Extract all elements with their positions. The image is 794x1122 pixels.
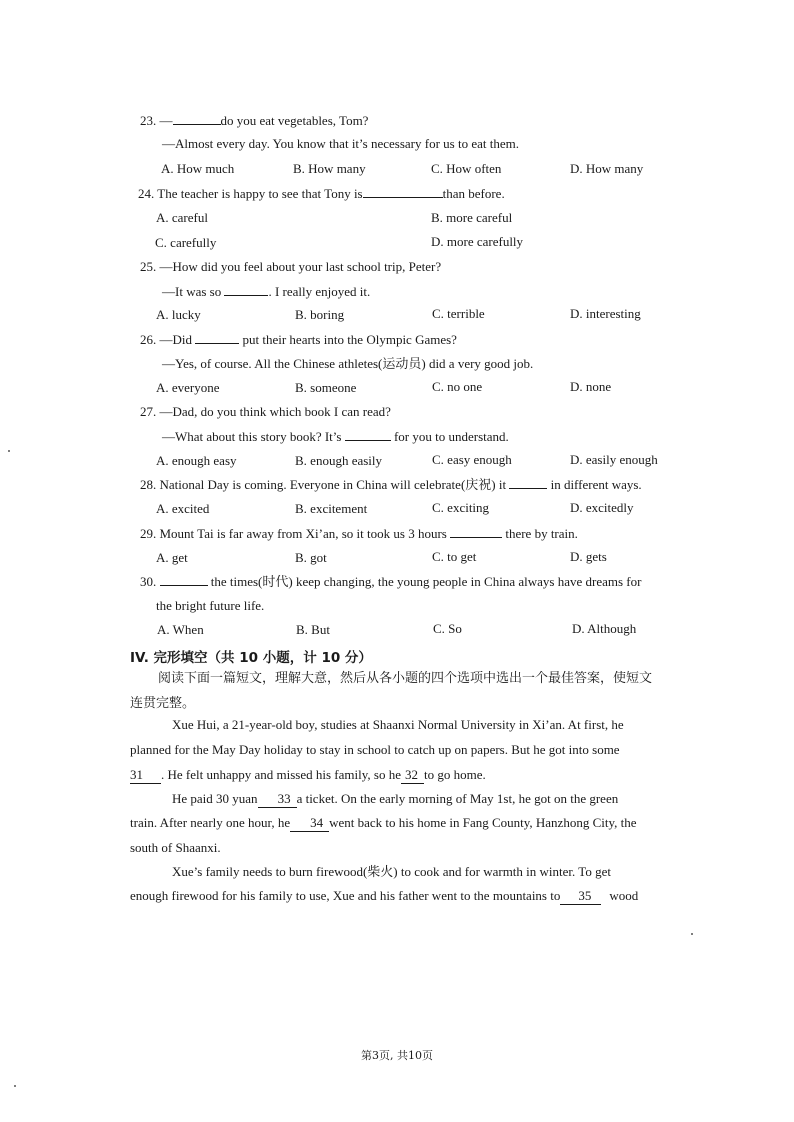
q30-option-a: A. When	[157, 622, 204, 637]
section-instruction-line1: 阅读下面一篇短文，理解大意，然后从各小题的四个选项中选出一个最佳答案，使短文	[158, 671, 653, 686]
q29-option-d: D. gets	[570, 549, 607, 564]
q28-option-c: C. exciting	[432, 500, 490, 515]
question-30-line2: the bright future life.	[156, 598, 265, 613]
question-25-line2: —It was so . I really enjoyed it.	[162, 284, 371, 299]
passage-p1-line2: planned for the May Day holiday to stay in school to catch up on papers. But he got into some	[130, 742, 620, 757]
question-24-stem: 24. The teacher is happy to see that Tony is than before.	[138, 186, 505, 201]
question-28-stem: 28. National Day is coming. Everyone in China will celebrate(庆祝) it in different ways.	[140, 477, 642, 492]
blank-33: 33	[258, 791, 297, 808]
blank-35: 35	[560, 888, 601, 905]
q29-option-c: C. to get	[432, 549, 477, 564]
q25-option-c: C. terrible	[432, 306, 485, 321]
question-26-stem: 26. —Did put their hearts into the Olympic Games?	[140, 332, 457, 347]
q23-option-a: A. How much	[161, 161, 235, 176]
q26-option-c: C. no one	[432, 379, 483, 394]
passage-p2-line3: south of Shaanxi.	[130, 840, 221, 855]
passage-p3-line1: Xue’s family needs to burn firewood(柴火) to cook and for warmth in winter. To get	[172, 864, 611, 879]
question-23-stem: 23. — do you eat vegetables, Tom?	[140, 113, 369, 128]
q24-option-c: C. carefully	[155, 235, 217, 250]
passage-p1-line3: 31 . He felt unhappy and missed his family, so he 32 to go home.	[130, 767, 486, 782]
question-29-stem: 29. Mount Tai is far away from Xi’an, so it took us 3 hours there by train.	[140, 526, 578, 541]
q24-option-a: A. careful	[156, 210, 208, 225]
q25-option-b: B. boring	[295, 307, 345, 322]
section-title: IV. 完形填空（共 10 小题，计 10 分）	[130, 650, 372, 666]
question-23-line2: —Almost every day. You know that it’s necessary for us to eat them.	[162, 136, 519, 151]
q27-option-b: B. enough easily	[295, 453, 383, 468]
scan-speck	[691, 933, 693, 935]
q27-option-d: D. easily enough	[570, 452, 658, 467]
question-27-stem: 27. —Dad, do you think which book I can read?	[140, 404, 391, 419]
scan-speck	[8, 450, 10, 452]
q30-option-b: B. But	[296, 622, 330, 637]
blank-31: 31	[130, 767, 161, 784]
q30-option-d: D. Although	[572, 621, 637, 636]
page-footer: 第3页, 共10页	[361, 1049, 433, 1062]
question-30-stem: 30. the times(时代) keep changing, the young people in China always have dreams for	[140, 574, 642, 589]
passage-p2-line2: train. After nearly one hour, he 34 went back to his home in Fang County, Hanzhong City, the	[130, 815, 637, 830]
q26-option-d: D. none	[570, 379, 612, 394]
passage-p3-line2: enough firewood for his family to use, Xue and his father went to the mountains to 35 wood	[130, 888, 639, 903]
q23-option-c: C. How often	[431, 161, 502, 176]
q26-option-b: B. someone	[295, 380, 357, 395]
q30-option-c: C. So	[433, 621, 462, 636]
q26-option-a: A. everyone	[156, 380, 220, 395]
q25-option-a: A. lucky	[156, 307, 201, 322]
q23-option-b: B. How many	[293, 161, 366, 176]
section-instruction-line2: 连贯完整。	[130, 696, 196, 711]
q27-option-c: C. easy enough	[432, 452, 512, 467]
q28-option-d: D. excitedly	[570, 500, 634, 515]
q29-option-a: A. get	[156, 550, 188, 565]
q27-option-a: A. enough easy	[156, 453, 237, 468]
q28-option-b: B. excitement	[295, 501, 368, 516]
q24-option-b: B. more careful	[431, 210, 513, 225]
blank-32: 32	[401, 767, 424, 784]
scan-speck	[14, 1085, 16, 1087]
question-26-line2: —Yes, of course. All the Chinese athletes(运动员) did a very good job.	[162, 356, 534, 371]
q29-option-b: B. got	[295, 550, 327, 565]
blank-34: 34	[290, 815, 329, 832]
q23-option-d: D. How many	[570, 161, 644, 176]
passage-p1-line1: Xue Hui, a 21-year-old boy, studies at Shaanxi Normal University in Xi’an. At first, he	[172, 717, 624, 732]
question-27-line2: —What about this story book? It’s for you to understand.	[162, 429, 509, 444]
q25-option-d: D. interesting	[570, 306, 641, 321]
q28-option-a: A. excited	[156, 501, 210, 516]
question-25-stem: 25. —How did you feel about your last school trip, Peter?	[140, 259, 442, 274]
passage-p2-line1: He paid 30 yuan 33 a ticket. On the early morning of May 1st, he got on the green	[172, 791, 619, 806]
q24-option-d: D. more carefully	[431, 234, 524, 249]
